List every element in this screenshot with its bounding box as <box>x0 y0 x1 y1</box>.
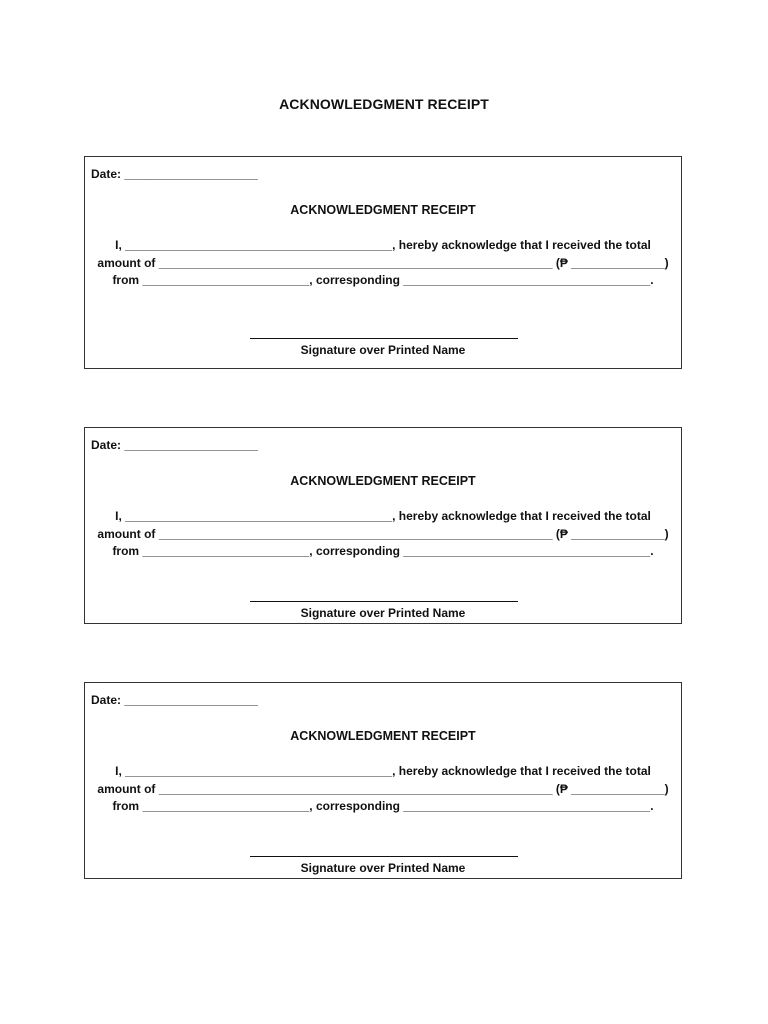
recipient-name-line[interactable]: I, ________________________________________, hereby acknowledge that I received the total <box>115 764 651 778</box>
source-purpose-line[interactable]: from _________________________, corresponding _____________________________________. <box>112 273 654 287</box>
receipt-heading: ACKNOWLEDGMENT RECEIPT <box>290 729 476 743</box>
signature-label: Signature over Printed Name <box>300 343 466 357</box>
source-purpose-line[interactable]: from _________________________, corresponding _____________________________________. <box>112 799 654 813</box>
signature-line[interactable] <box>250 338 518 339</box>
signature-label: Signature over Printed Name <box>300 861 466 875</box>
signature-line[interactable] <box>250 856 518 857</box>
receipt-heading: ACKNOWLEDGMENT RECEIPT <box>290 203 476 217</box>
receipt-form <box>84 156 682 369</box>
source-purpose-line[interactable]: from _________________________, corresponding _____________________________________. <box>112 544 654 558</box>
receipt-form <box>84 427 682 624</box>
receipt-heading: ACKNOWLEDGMENT RECEIPT <box>290 474 476 488</box>
amount-line[interactable]: amount of ___________________________________________________________ (₱ ______________) <box>97 527 669 541</box>
signature-label: Signature over Printed Name <box>300 606 466 620</box>
amount-line[interactable]: amount of ___________________________________________________________ (₱ ______________) <box>97 782 669 796</box>
date-field[interactable]: Date: ____________________ <box>91 167 258 181</box>
receipt-form <box>84 682 682 879</box>
amount-line[interactable]: amount of ___________________________________________________________ (₱ ______________) <box>97 256 669 270</box>
date-field[interactable]: Date: ____________________ <box>91 438 258 452</box>
date-field[interactable]: Date: ____________________ <box>91 693 258 707</box>
recipient-name-line[interactable]: I, ________________________________________, hereby acknowledge that I received the total <box>115 509 651 523</box>
recipient-name-line[interactable]: I, ________________________________________, hereby acknowledge that I received the total <box>115 238 651 252</box>
page-title: ACKNOWLEDGMENT RECEIPT <box>279 96 489 112</box>
signature-line[interactable] <box>250 601 518 602</box>
